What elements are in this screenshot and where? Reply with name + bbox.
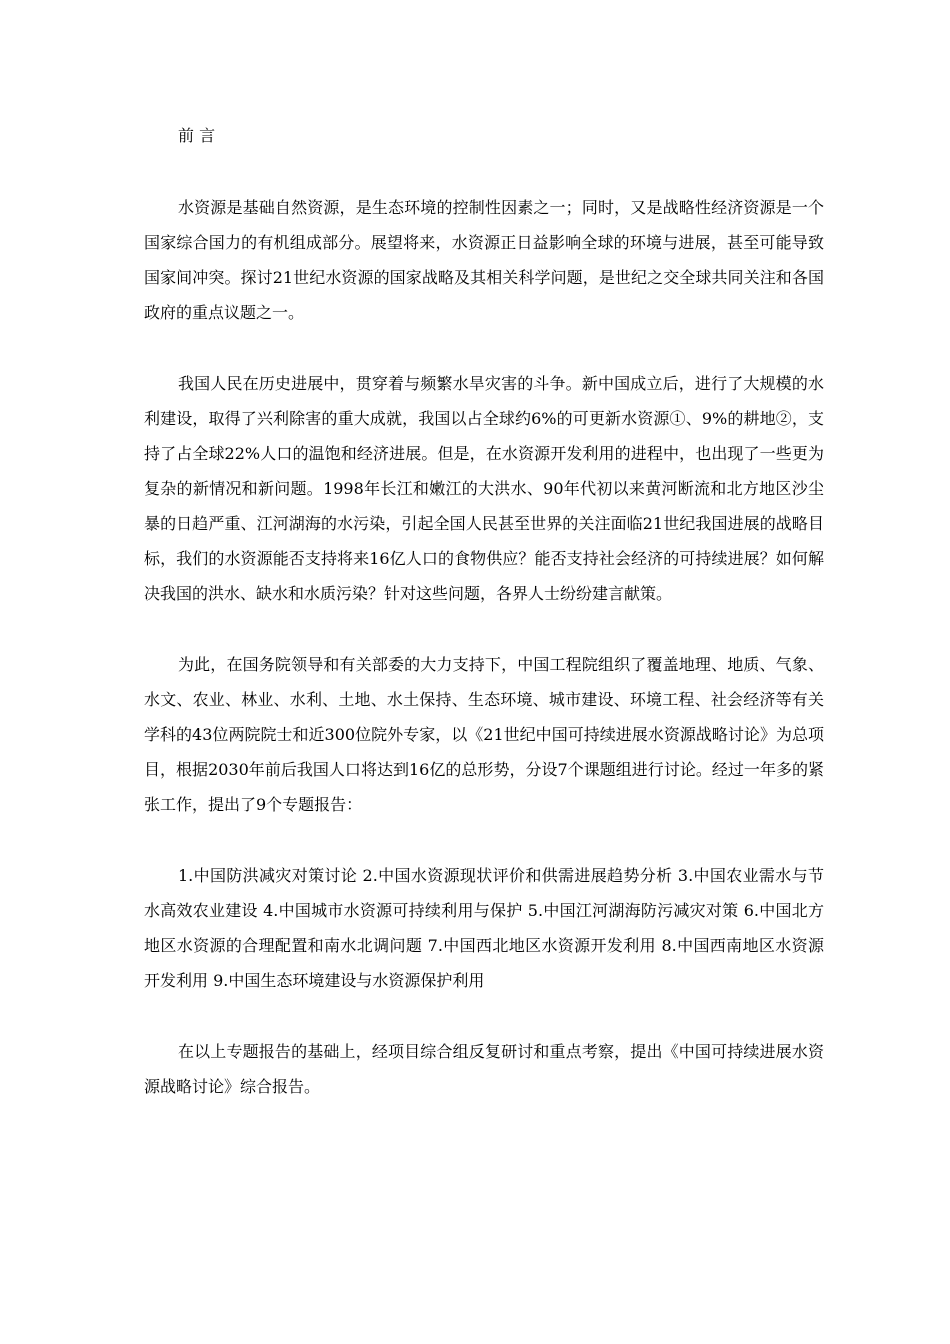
paragraph-history: 我国人民在历史进展中，贯穿着与频繁水旱灾害的斗争。新中国成立后，进行了大规模的水利建设，取得了兴利除害的重大成就，我国以占全球约6%的可更新水资源①、9%的耕地②，支持了占全球22%人口的温饱和经济进展。但是，在水资源开发利用的进程中，也出现了一些更为复杂的新情况和新问题。1998年长江和嫩江的大洪水、90年代初以来黄河断流和北方地区沙尘暴的日趋严重、江河湖海的水污染，引起全国人民甚至世界的关注面临21世纪我国进展的战略目标，我们的水资源能否支持将来16亿人口的食物供应？能否支持社会经济的可持续进展？如何解决我国的洪水、缺水和水质污染？针对这些问题，各界人士纷纷建言献策。 — [144, 374, 824, 603]
paragraph-project-organization: 为此，在国务院领导和有关部委的大力支持下，中国工程院组织了覆盖地理、地质、气象、水文、农业、林业、水利、土地、水土保持、生态环境、城市建设、环境工程、社会经济等有关学科的43位两院院士和近300位院外专家，以《21世纪中国可持续进展水资源战略讨论》为总项目，根据2030年前后我国人口将达到16亿的总形势，分设7个课题组进行讨论。经过一年多的紧张工作，提出了9个专题报告： — [144, 655, 824, 814]
paragraph-water-resources-intro: 水资源是基础自然资源，是生态环境的控制性因素之一；同时，又是战略性经济资源是一个国家综合国力的有机组成部分。展望将来，水资源正日益影响全球的环境与进展，甚至可能导致国家间冲突。探讨21世纪水资源的国家战略及其相关科学问题，是世纪之交全球共同关注和各国政府的重点议题之一。 — [144, 198, 824, 322]
document-page — [144, 118, 824, 1104]
document-heading: 前 言 — [178, 126, 216, 145]
paragraph-report-list: 1.中国防洪减灾对策讨论 2.中国水资源现状评价和供需进展趋势分析 3.中国农业需水与节水高效农业建设 4.中国城市水资源可持续利用与保护 5.中国江河湖海防污减灾对策 6.中国北方地区水资源的合理配置和南水北调问题 7.中国西北地区水资源开发利用 8.中国西南地区水资源开发利用 9.中国生态环境建设与水资源保护利用 — [144, 866, 824, 990]
paragraph-summary-report: 在以上专题报告的基础上，经项目综合组反复研讨和重点考察，提出《中国可持续进展水资源战略讨论》综合报告。 — [144, 1042, 824, 1096]
